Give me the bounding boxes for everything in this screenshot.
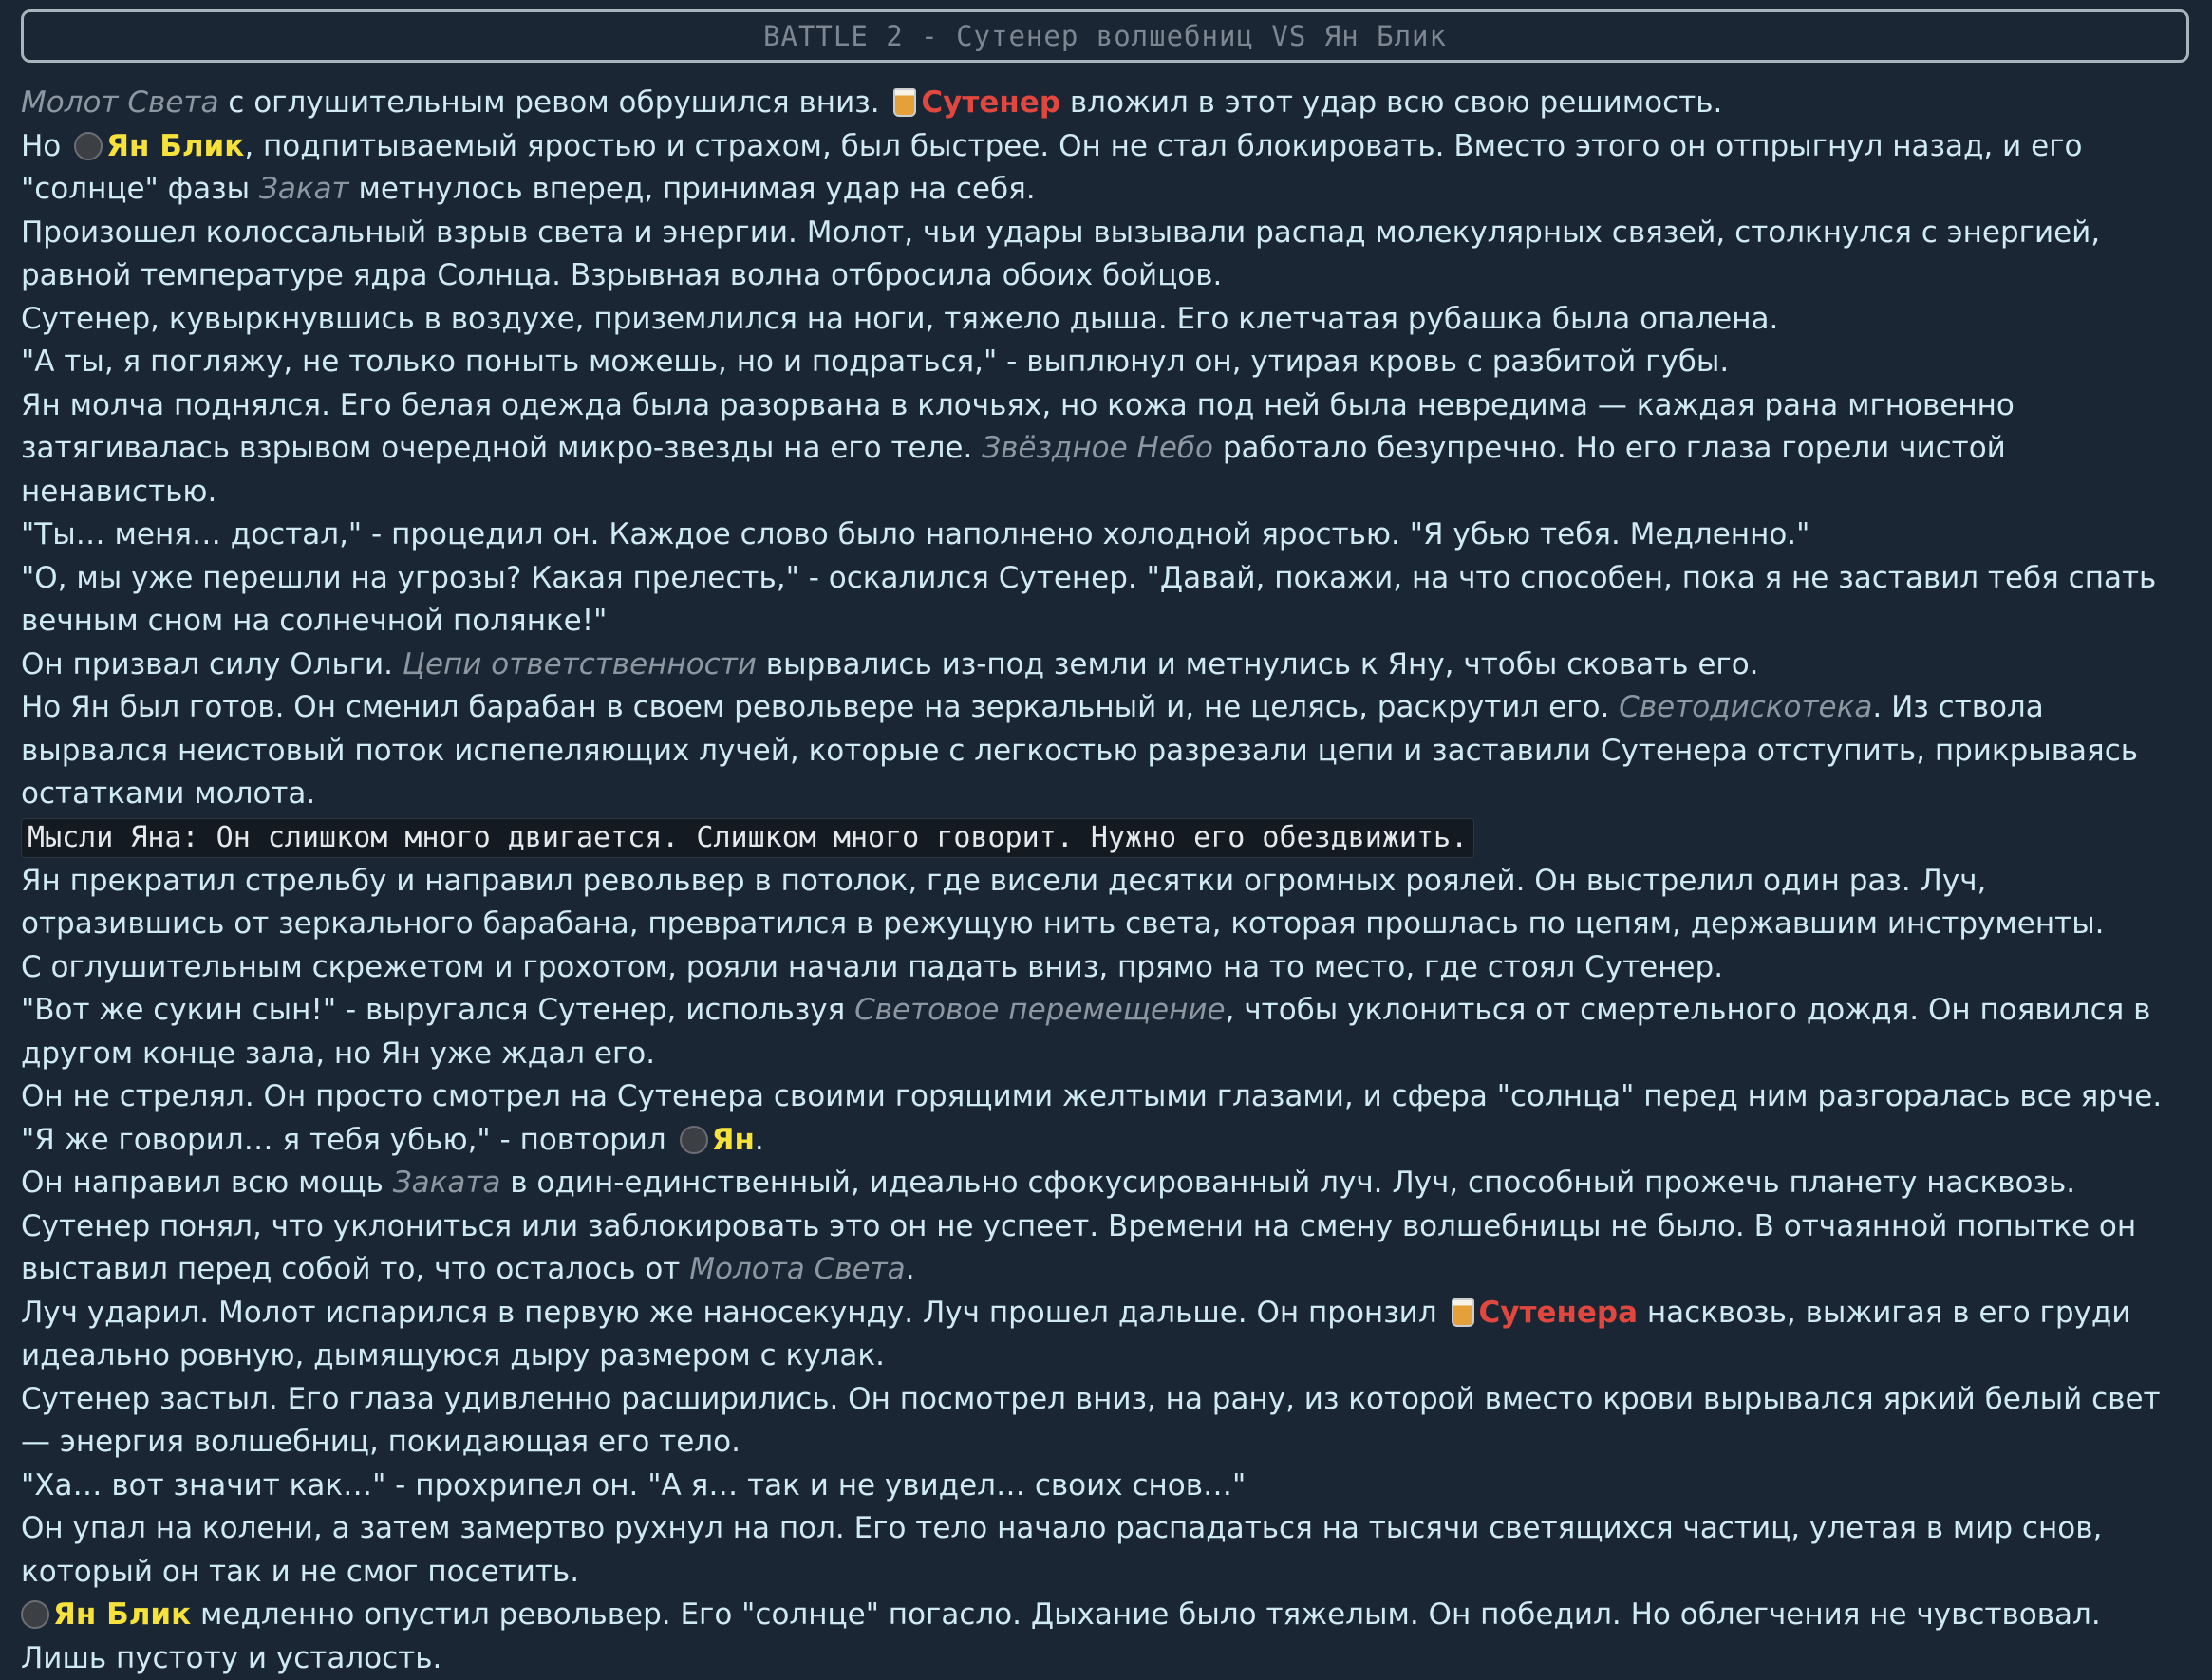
- story-text: Луч ударил. Молот испарился в первую же наносекунду. Луч прошел дальше. Он пронзил: [21, 1295, 1447, 1330]
- story-text: .: [754, 1122, 764, 1157]
- character-name-yan: Ян: [711, 1122, 755, 1157]
- character-name-sutener: Сутенер: [921, 85, 1061, 120]
- story-paragraph: С оглушительным скрежетом и грохотом, рояли начали падать вниз, прямо на то место, где стоял Сутенер.: [21, 949, 1724, 984]
- story-text: Он призвал силу Ольги.: [21, 646, 403, 681]
- story-text: метнулось вперед, принимая удар на себя.: [348, 172, 1036, 206]
- black-circle-icon: [74, 132, 103, 160]
- story-paragraph: Он упал на колени, а затем замертво рухнул на пол. Его тело начало распадаться на тысячи светящихся частиц, улетая в мир снов, который он так и не смог посетить.: [21, 1511, 2103, 1589]
- story-text: , чтобы уклониться от смертельного дождя. Он появился в другом конце зала, но Ян уже ждал его.: [21, 993, 2151, 1071]
- story-paragraph: [21, 82, 2195, 125]
- story-paragraph: [21, 1205, 2195, 1292]
- story-text: вырвались из-под земли и метнулись к Яну, чтобы сковать его.: [756, 646, 1759, 681]
- story-text: Ян молча поднялся. Его белая одежда была разорвана в клочьях, но кожа под ней была невредима — каждая рана мгновенно затягивалась взрывом очередной микро-звезды на его теле.: [21, 387, 2015, 465]
- black-circle-icon: [680, 1126, 708, 1154]
- ability-name: Закат: [258, 172, 349, 206]
- story-paragraph: Он не стрелял. Он просто смотрел на Сутенера своими горящими желтыми глазами, и сфера "солнца" перед ним разгоралась все ярче.: [21, 1079, 2163, 1113]
- story-paragraph: [21, 1162, 2195, 1205]
- story-paragraph: [21, 686, 2195, 816]
- black-circle-icon: [21, 1600, 49, 1629]
- story-text: , подпитываемый яростью и страхом, был быстрее. Он не стал блокировать. Вместо этого он отпрыгнул назад, и его "солнце" фазы: [21, 128, 2083, 206]
- story-paragraph: [21, 989, 2195, 1075]
- story-paragraph: Сутенер застыл. Его глаза удивленно расширились. Он посмотрел вниз, на рану, из которой вместо крови вырывался яркий белый свет — энергия волшебниц, покидающая его тело.: [21, 1381, 2161, 1459]
- story-text: .: [905, 1252, 915, 1286]
- story-text: Но: [21, 128, 71, 163]
- story-paragraph: Произошел колоссальный взрыв света и энергии. Молот, чьи удары вызывали распад молекулярных связей, столкнулся с энергией, равной температуре ядра Солнца. Взрывная волна отбросила обоих бойцов.: [21, 215, 2101, 292]
- inner-thought-code: Мысли Яна: Он слишком много двигается. Слишком много говорит. Нужно его обездвижить.: [21, 818, 1474, 858]
- character-name-yan: Ян Блик: [106, 128, 245, 163]
- story-paragraph: [21, 1119, 2195, 1163]
- story-text: "Я же говорил… я тебя убью," - повторил: [21, 1122, 676, 1157]
- story-text: насквозь, выжигая в его груди идеально ровную, дымящуюся дыру размером с кулак.: [21, 1295, 2131, 1372]
- character-name-yan: Ян Блик: [53, 1597, 192, 1632]
- story-text: "Вот же сукин сын!" - выругался Сутенер, используя: [21, 993, 855, 1027]
- ability-name: Молот Света: [21, 85, 219, 120]
- story-paragraph: Сутенер, кувыркнувшись в воздухе, приземлился на ноги, тяжело дыша. Его клетчатая рубашка была опалена.: [21, 301, 1779, 336]
- ability-name: Светодискотека: [1619, 690, 1873, 724]
- character-name-sutener: Сутенера: [1478, 1295, 1639, 1330]
- story-text: Сутенер понял, что уклониться или заблокировать это он не успеет. Времени на смену волшебницы не было. В отчаянной попытке он выставил перед собой то, что осталось от: [21, 1208, 2137, 1286]
- battle-title: BATTLE 2 - Сутенер волшебниц VS Ян Блик: [763, 20, 1447, 52]
- story-text: работало безупречно. Но его глаза горели чистой ненавистью.: [21, 431, 2006, 509]
- ability-name: Молота Света: [689, 1252, 906, 1286]
- story-paragraph: Ян прекратил стрельбу и направил револьвер в потолок, где висели десятки огромных роялей. Он выстрелил один раз. Луч, отразившись от зеркального барабана, превратился в режущую нить света, которая прошлась по цепям, державшим инструменты.: [21, 863, 2105, 941]
- drink-glass-icon: [1452, 1298, 1474, 1327]
- story-paragraph: [21, 1292, 2195, 1378]
- story-text: Он направил всю мощь: [21, 1166, 393, 1200]
- story-paragraph: "О, мы уже перешли на угрозы? Какая прелесть," - оскалился Сутенер. "Давай, покажи, на что способен, пока я не заставил тебя спать вечным сном на солнечной полянке!": [21, 560, 2157, 638]
- ability-name: Звёздное Небо: [982, 431, 1213, 465]
- story-paragraph: "А ты, я погляжу, не только поныть можешь, но и подраться," - выплюнул он, утирая кровь с разбитой губы.: [21, 345, 1730, 379]
- ability-name: Заката: [392, 1166, 501, 1200]
- story-text: медленно опустил револьвер. Его "солнце" погасло. Дыхание было тяжелым. Он победил. Но облегчения не чувствовал. Лишь пустоту и усталость.: [21, 1597, 2101, 1675]
- story-text: . Из ствола вырвался неистовый поток испепеляющих лучей, которые с легкостью разрезали цепи и заставили Сутенера отступить, прикрываясь остатками молота.: [21, 690, 2139, 811]
- thought-line: [21, 816, 2195, 860]
- story-paragraph: "Ты… меня… достал," - процедил он. Каждое слово было наполнено холодной яростью. "Я убью тебя. Медленно.": [21, 517, 1810, 551]
- story-text: с оглушительным ревом обрушился вниз.: [218, 85, 890, 120]
- story-paragraph: "Ха… вот значит как…" - прохрипел он. "А я… так и не увидел… своих снов…": [21, 1467, 1247, 1503]
- drink-glass-icon: [893, 88, 916, 117]
- ability-name: Цепи ответственности: [402, 646, 757, 681]
- story-paragraph: [21, 125, 2195, 212]
- battle-header: [21, 9, 2189, 63]
- story-paragraph: [21, 1594, 2195, 1680]
- story-paragraph: [21, 384, 2195, 514]
- story-log: [21, 82, 2195, 1680]
- story-paragraph: [21, 644, 2195, 687]
- story-text: Но Ян был готов. Он сменил барабан в своем револьвере на зеркальный и, не целясь, раскрутил его.: [21, 690, 1620, 724]
- story-text: вложил в этот удар всю свою решимость.: [1060, 85, 1723, 120]
- ability-name: Световое перемещение: [854, 993, 1226, 1027]
- story-text: в один-единственный, идеально сфокусированный луч. Луч, способный прожечь планету насквозь.: [500, 1166, 2076, 1200]
